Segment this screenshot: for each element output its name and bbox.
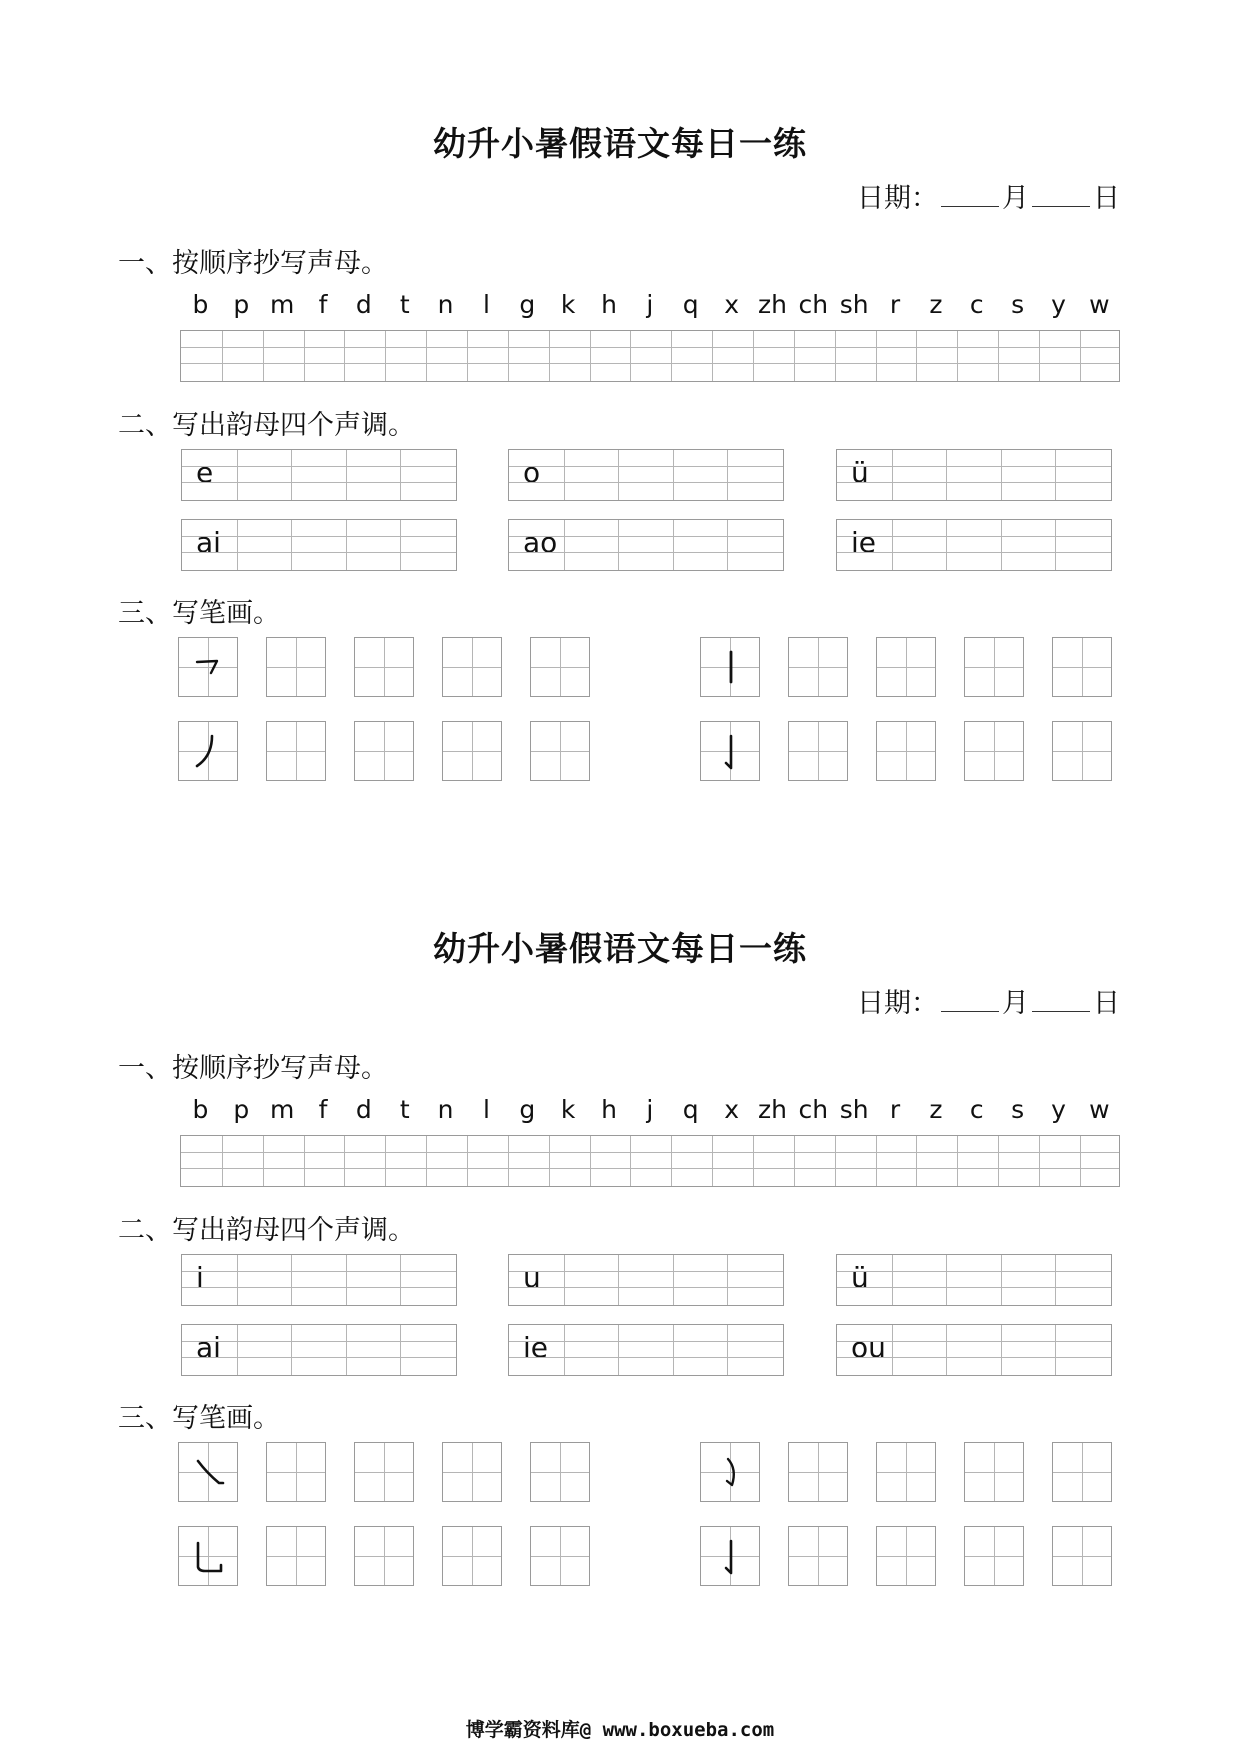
grid-column-line <box>946 520 947 570</box>
day-label: 日 <box>1093 183 1120 214</box>
grid-column-line <box>1039 1136 1040 1186</box>
tian-grid-with-stroke[interactable] <box>178 1526 238 1586</box>
section-1-heading: 一、按顺序抄写声母。 <box>118 248 388 279</box>
grid-column-line <box>508 331 509 381</box>
initials-row <box>180 1095 1120 1135</box>
tone-box[interactable] <box>508 1254 784 1306</box>
grid-column-line <box>467 1136 468 1186</box>
section-2-heading: 二、写出韵母四个声调。 <box>118 410 415 441</box>
shuwangou-icon <box>179 1527 239 1587</box>
initial-letter: c <box>969 290 984 319</box>
grid-rule-line <box>182 1357 456 1358</box>
grid-column-line <box>237 520 238 570</box>
grid-column-line <box>946 1255 947 1305</box>
grid-column-line <box>727 520 728 570</box>
final-label: ai <box>196 526 221 559</box>
grid-column-line <box>564 520 565 570</box>
tian-grid[interactable] <box>964 637 1024 697</box>
tone-box[interactable] <box>508 449 784 501</box>
date-line <box>857 981 1120 1020</box>
shugou-icon <box>701 722 761 782</box>
initial-letter: b <box>192 1095 209 1124</box>
month-blank[interactable] <box>941 182 999 207</box>
grid-column-line <box>549 1136 550 1186</box>
tian-grid[interactable] <box>788 721 848 781</box>
initial-letter: t <box>399 290 410 319</box>
tian-grid[interactable] <box>530 1526 590 1586</box>
grid-column-line <box>237 450 238 500</box>
tian-grid-with-stroke[interactable] <box>178 1442 238 1502</box>
hengpie-icon <box>179 638 239 698</box>
grid-column-line <box>753 331 754 381</box>
tian-grid[interactable] <box>788 637 848 697</box>
grid-column-line <box>727 1255 728 1305</box>
grid-column-line <box>794 1136 795 1186</box>
grid-column-line <box>892 1255 893 1305</box>
initial-letter: x <box>724 1095 739 1124</box>
grid-rule-line <box>181 1168 1119 1169</box>
day-label: 日 <box>1093 988 1120 1019</box>
section-2-heading: 二、写出韵母四个声调。 <box>118 1215 415 1246</box>
tone-box[interactable] <box>836 449 1112 501</box>
grid-rule-line <box>182 1341 456 1342</box>
tian-grid-with-stroke[interactable] <box>700 1526 760 1586</box>
grid-column-line <box>508 1136 509 1186</box>
tian-grid[interactable] <box>1052 1526 1112 1586</box>
grid-column-line <box>400 1255 401 1305</box>
grid-column-line <box>671 1136 672 1186</box>
final-label: ai <box>196 1331 221 1364</box>
grid-column-line <box>1039 331 1040 381</box>
grid-column-line <box>385 1136 386 1186</box>
shu-icon <box>701 638 761 698</box>
tone-box[interactable] <box>508 519 784 571</box>
tian-grid[interactable] <box>530 637 590 697</box>
tian-grid[interactable] <box>354 1442 414 1502</box>
initial-letter: g <box>519 1095 536 1124</box>
tone-box[interactable] <box>181 1324 457 1376</box>
grid-column-line <box>304 331 305 381</box>
wangou-icon <box>701 1443 761 1503</box>
initial-letter: r <box>889 290 901 319</box>
grid-column-line <box>727 450 728 500</box>
initial-letter: w <box>1089 290 1110 319</box>
grid-column-line <box>673 450 674 500</box>
grid-rule-line <box>837 1341 1111 1342</box>
grid-column-line <box>876 1136 877 1186</box>
section-1-heading: 一、按顺序抄写声母。 <box>118 1053 388 1084</box>
initial-letter: z <box>929 290 943 319</box>
tian-grid[interactable] <box>354 1526 414 1586</box>
tian-grid[interactable] <box>876 721 936 781</box>
tian-grid-with-stroke[interactable] <box>700 721 760 781</box>
final-label: ao <box>523 526 558 559</box>
grid-column-line <box>618 520 619 570</box>
grid-rule-line <box>182 552 456 553</box>
initial-letter: zh <box>757 290 787 319</box>
grid-rule-line <box>509 536 783 537</box>
tone-box[interactable] <box>181 519 457 571</box>
tian-grid[interactable] <box>530 721 590 781</box>
grid-column-line <box>1055 520 1056 570</box>
grid-column-line <box>1001 1325 1002 1375</box>
grid-column-line <box>291 1255 292 1305</box>
worksheet-2 <box>0 805 1240 1605</box>
grid-column-line <box>426 1136 427 1186</box>
initial-letter: r <box>889 1095 901 1124</box>
initial-letter: y <box>1051 290 1066 319</box>
grid-rule-line <box>509 1271 783 1272</box>
month-label: 月 <box>1002 183 1029 214</box>
grid-column-line <box>291 520 292 570</box>
initial-letter: sh <box>839 1095 869 1124</box>
grid-rule-line <box>837 1357 1111 1358</box>
initial-letter: sh <box>839 290 869 319</box>
grid-rule-line <box>509 482 783 483</box>
initial-letter: z <box>929 1095 943 1124</box>
initial-letter: s <box>1011 1095 1025 1124</box>
day-blank[interactable] <box>1032 987 1090 1012</box>
grid-column-line <box>385 331 386 381</box>
tian-grid-with-stroke[interactable] <box>178 721 238 781</box>
grid-column-line <box>346 1255 347 1305</box>
initial-letter: d <box>355 1095 372 1124</box>
grid-column-line <box>346 450 347 500</box>
tian-grid[interactable] <box>876 637 936 697</box>
date-label: 日期： <box>857 988 938 1019</box>
grid-column-line <box>467 331 468 381</box>
tian-grid[interactable] <box>442 721 502 781</box>
grid-rule-line <box>509 1357 783 1358</box>
grid-column-line <box>400 1325 401 1375</box>
worksheet-1 <box>0 0 1240 800</box>
initial-letter: j <box>646 290 654 319</box>
grid-rule-line <box>181 363 1119 364</box>
tian-grid[interactable] <box>266 637 326 697</box>
grid-rule-line <box>837 466 1111 467</box>
grid-rule-line <box>837 482 1111 483</box>
grid-column-line <box>892 450 893 500</box>
four-line-grid[interactable] <box>180 1135 1120 1187</box>
initial-letter: f <box>318 1095 328 1124</box>
grid-column-line <box>712 1136 713 1186</box>
grid-column-line <box>1001 520 1002 570</box>
four-line-grid[interactable] <box>180 330 1120 382</box>
initial-letter: q <box>682 1095 699 1124</box>
grid-rule-line <box>181 1152 1119 1153</box>
initial-letter: j <box>646 1095 654 1124</box>
initial-letter: p <box>233 1095 250 1124</box>
grid-column-line <box>400 520 401 570</box>
initial-letter: g <box>519 290 536 319</box>
grid-column-line <box>1055 450 1056 500</box>
grid-column-line <box>237 1325 238 1375</box>
tian-grid[interactable] <box>1052 637 1112 697</box>
initial-letter: h <box>601 1095 617 1124</box>
tian-grid-with-stroke[interactable] <box>700 637 760 697</box>
grid-column-line <box>753 1136 754 1186</box>
tone-box[interactable] <box>181 449 457 501</box>
initial-letter: ch <box>798 290 829 319</box>
tian-grid[interactable] <box>876 1526 936 1586</box>
tian-grid[interactable] <box>266 1442 326 1502</box>
tian-grid[interactable] <box>1052 721 1112 781</box>
final-label: ü <box>851 1261 869 1294</box>
grid-column-line <box>794 331 795 381</box>
na-icon <box>179 1443 239 1503</box>
grid-column-line <box>892 1325 893 1375</box>
initial-letter: b <box>192 290 209 319</box>
grid-column-line <box>426 331 427 381</box>
final-label: ie <box>851 526 877 559</box>
initial-letter: m <box>269 290 295 319</box>
month-blank[interactable] <box>941 987 999 1012</box>
grid-column-line <box>876 331 877 381</box>
grid-column-line <box>727 1325 728 1375</box>
final-label: u <box>523 1261 541 1294</box>
grid-column-line <box>564 450 565 500</box>
grid-column-line <box>673 1255 674 1305</box>
tone-box[interactable] <box>508 1324 784 1376</box>
grid-column-line <box>618 450 619 500</box>
initial-letter: p <box>233 290 250 319</box>
grid-rule-line <box>837 552 1111 553</box>
grid-rule-line <box>182 466 456 467</box>
grid-column-line <box>957 331 958 381</box>
tian-grid[interactable] <box>442 637 502 697</box>
initial-letter: f <box>318 290 328 319</box>
tian-grid[interactable] <box>266 721 326 781</box>
shugou-icon <box>701 1527 761 1587</box>
final-label: ü <box>851 456 869 489</box>
initial-letter: l <box>482 290 490 319</box>
grid-column-line <box>946 450 947 500</box>
grid-column-line <box>671 331 672 381</box>
grid-column-line <box>564 1255 565 1305</box>
grid-column-line <box>1001 1255 1002 1305</box>
tian-grid-with-stroke[interactable] <box>178 637 238 697</box>
page-title: 幼升小暑假语文每日一练 <box>433 124 807 163</box>
tian-grid[interactable] <box>442 1526 502 1586</box>
grid-rule-line <box>509 552 783 553</box>
grid-column-line <box>998 331 999 381</box>
initial-letter: ch <box>798 1095 829 1124</box>
initial-letter: l <box>482 1095 490 1124</box>
pie-icon <box>179 722 239 782</box>
grid-column-line <box>263 1136 264 1186</box>
initial-letter: k <box>560 1095 576 1124</box>
grid-column-line <box>291 450 292 500</box>
day-blank[interactable] <box>1032 182 1090 207</box>
grid-column-line <box>916 331 917 381</box>
initial-letter: k <box>560 290 576 319</box>
initial-letter: w <box>1089 1095 1110 1124</box>
grid-column-line <box>673 520 674 570</box>
grid-column-line <box>916 1136 917 1186</box>
grid-column-line <box>1080 1136 1081 1186</box>
grid-column-line <box>1001 450 1002 500</box>
date-line <box>857 176 1120 215</box>
grid-column-line <box>1055 1325 1056 1375</box>
initial-letter: x <box>724 290 739 319</box>
tone-box[interactable] <box>836 1324 1112 1376</box>
tian-grid[interactable] <box>442 1442 502 1502</box>
grid-rule-line <box>182 536 456 537</box>
initial-letter: d <box>355 290 372 319</box>
initial-letter: n <box>437 1095 454 1124</box>
grid-column-line <box>304 1136 305 1186</box>
grid-column-line <box>344 1136 345 1186</box>
grid-column-line <box>1055 1255 1056 1305</box>
tian-grid-with-stroke[interactable] <box>700 1442 760 1502</box>
grid-column-line <box>712 331 713 381</box>
grid-column-line <box>346 520 347 570</box>
date-label: 日期： <box>857 183 938 214</box>
grid-column-line <box>998 1136 999 1186</box>
tone-box[interactable] <box>181 1254 457 1306</box>
grid-rule-line <box>509 466 783 467</box>
grid-column-line <box>222 331 223 381</box>
tian-grid[interactable] <box>266 1526 326 1586</box>
grid-column-line <box>590 331 591 381</box>
final-label: ie <box>523 1331 549 1364</box>
grid-rule-line <box>837 1271 1111 1272</box>
grid-column-line <box>673 1325 674 1375</box>
initial-letter: c <box>969 1095 984 1124</box>
initial-letter: q <box>682 290 699 319</box>
section-3-heading: 三、写笔画。 <box>118 1403 280 1434</box>
grid-rule-line <box>182 1271 456 1272</box>
grid-column-line <box>1080 331 1081 381</box>
initials-row <box>180 290 1120 330</box>
grid-rule-line <box>182 482 456 483</box>
grid-column-line <box>630 1136 631 1186</box>
grid-column-line <box>835 331 836 381</box>
tian-grid[interactable] <box>964 1442 1024 1502</box>
tian-grid[interactable] <box>788 1526 848 1586</box>
grid-column-line <box>630 331 631 381</box>
grid-column-line <box>957 1136 958 1186</box>
section-3-heading: 三、写笔画。 <box>118 598 280 629</box>
grid-column-line <box>946 1325 947 1375</box>
page-title: 幼升小暑假语文每日一练 <box>433 929 807 968</box>
grid-rule-line <box>509 1287 783 1288</box>
grid-column-line <box>549 331 550 381</box>
grid-rule-line <box>837 536 1111 537</box>
initial-letter: n <box>437 290 454 319</box>
initial-letter: t <box>399 1095 410 1124</box>
footer-watermark: 博学霸资料库@ www.boxueba.com <box>465 1719 775 1741</box>
grid-rule-line <box>182 1287 456 1288</box>
initial-letter: h <box>601 290 617 319</box>
grid-column-line <box>618 1255 619 1305</box>
tone-box[interactable] <box>836 519 1112 571</box>
grid-rule-line <box>181 347 1119 348</box>
tian-grid[interactable] <box>964 721 1024 781</box>
grid-column-line <box>263 331 264 381</box>
tian-grid[interactable] <box>354 721 414 781</box>
grid-column-line <box>564 1325 565 1375</box>
tian-grid[interactable] <box>354 637 414 697</box>
final-label: ou <box>851 1331 886 1364</box>
initial-letter: zh <box>757 1095 787 1124</box>
grid-column-line <box>291 1325 292 1375</box>
grid-rule-line <box>509 1341 783 1342</box>
grid-column-line <box>618 1325 619 1375</box>
grid-column-line <box>222 1136 223 1186</box>
final-label: i <box>196 1261 204 1294</box>
month-label: 月 <box>1002 988 1029 1019</box>
tian-grid[interactable] <box>964 1526 1024 1586</box>
grid-column-line <box>835 1136 836 1186</box>
initial-letter: s <box>1011 290 1025 319</box>
grid-column-line <box>344 331 345 381</box>
initial-letter: y <box>1051 1095 1066 1124</box>
final-label: o <box>523 456 541 489</box>
grid-column-line <box>346 1325 347 1375</box>
tian-grid[interactable] <box>788 1442 848 1502</box>
grid-column-line <box>892 520 893 570</box>
grid-rule-line <box>837 1287 1111 1288</box>
tian-grid[interactable] <box>530 1442 590 1502</box>
tian-grid[interactable] <box>1052 1442 1112 1502</box>
tian-grid[interactable] <box>876 1442 936 1502</box>
grid-column-line <box>400 450 401 500</box>
grid-column-line <box>237 1255 238 1305</box>
initial-letter: m <box>269 1095 295 1124</box>
grid-column-line <box>590 1136 591 1186</box>
tone-box[interactable] <box>836 1254 1112 1306</box>
final-label: e <box>196 456 214 489</box>
